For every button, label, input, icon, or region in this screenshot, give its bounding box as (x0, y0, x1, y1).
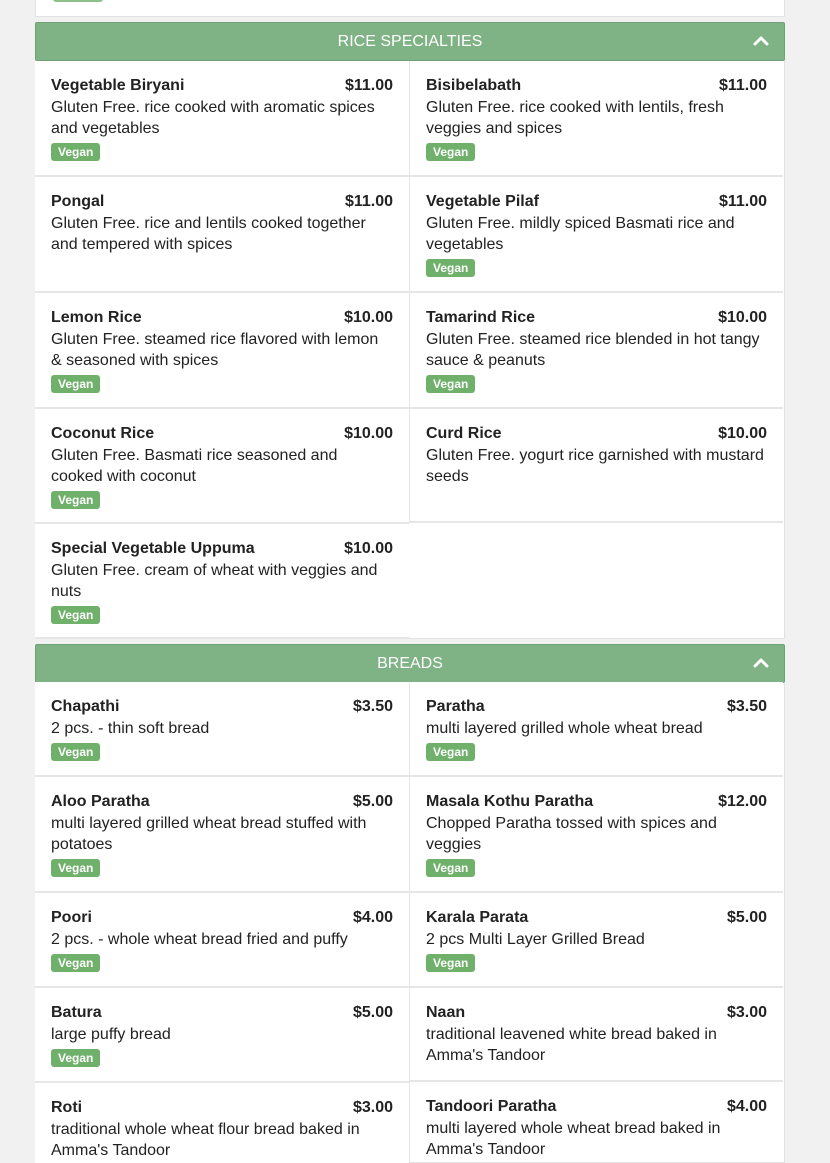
item-price: $12.00 (718, 793, 767, 810)
menu-item[interactable] (35, 61, 409, 177)
item-name: Special Vegetable Uppuma (51, 540, 255, 557)
menu-item[interactable] (35, 293, 409, 409)
item-description: Gluten Free. rice cooked with aromatic spices and vegetables (51, 99, 375, 137)
item-description: Gluten Free. yogurt rice garnished with mustard seeds (426, 447, 764, 485)
section-title: RICE SPECIALTIES (337, 33, 483, 50)
vegan-badge: Vegan (51, 1049, 100, 1067)
item-price: $3.00 (352, 1099, 393, 1116)
item-name: Chapathi (51, 698, 120, 715)
item-price: $4.00 (352, 909, 393, 926)
vegan-badge: Vegan (51, 743, 100, 761)
menu-item[interactable] (409, 61, 783, 177)
menu-item[interactable] (409, 682, 783, 777)
item-name: Tamarind Rice (426, 309, 536, 326)
item-description: Gluten Free. Basmati rice seasoned and cooked with coconut (51, 447, 338, 485)
vegan-badge: Vegan (51, 143, 100, 161)
item-name: Curd Rice (426, 425, 502, 442)
menu-item[interactable] (409, 777, 783, 893)
item-description: traditional leavened white bread baked in Amma's Tandoor (426, 1026, 717, 1064)
item-price: $5.00 (352, 793, 393, 810)
section-breads (35, 644, 785, 1163)
item-description: 2 pcs. - whole wheat bread fried and puffy (51, 931, 348, 948)
item-name: Lemon Rice (51, 309, 142, 326)
vegan-badge: Vegan (426, 743, 475, 761)
item-name: Naan (426, 1004, 466, 1021)
item-price: $4.00 (726, 1098, 767, 1115)
menu-item[interactable] (35, 409, 409, 524)
menu-item[interactable] (35, 988, 409, 1083)
item-price: $3.00 (726, 1004, 767, 1021)
menu-item[interactable] (35, 524, 409, 639)
item-description: Gluten Free. mildly spiced Basmati rice and vegetables (426, 215, 735, 253)
section-title: BREADS (377, 655, 443, 672)
vegan-badge: Vegan (426, 859, 475, 877)
item-description: Gluten Free. rice cooked with lentils, fresh veggies and spices (426, 99, 724, 137)
chevron-up-icon[interactable] (753, 656, 769, 670)
section-rice-specialties (35, 22, 785, 639)
item-description: traditional whole wheat flour bread baked in Amma's Tandoor (51, 1121, 360, 1159)
menu-item[interactable] (409, 177, 783, 293)
item-price: $10.00 (718, 425, 767, 442)
item-description: multi layered grilled wheat bread stuffed with potatoes (51, 815, 367, 853)
menu-item[interactable] (409, 988, 783, 1082)
item-name: Pongal (51, 193, 105, 210)
item-price: $5.00 (352, 1004, 393, 1021)
item-name: Vegetable Biryani (51, 77, 185, 94)
item-name: Batura (51, 1004, 102, 1021)
menu-item[interactable] (35, 777, 409, 893)
item-name: Karala Parata (426, 909, 529, 926)
vegan-badge-partial (53, 0, 103, 2)
item-price: $10.00 (344, 425, 393, 442)
item-name: Aloo Paratha (51, 793, 150, 810)
item-description: multi layered whole wheat bread baked in Amma's Tandoor (426, 1120, 721, 1158)
item-description: large puffy bread (51, 1026, 171, 1043)
item-name: Masala Kothu Paratha (426, 793, 594, 810)
section-header-breads[interactable] (35, 644, 785, 683)
vegan-badge: Vegan (51, 491, 100, 509)
previous-section-tail (35, 0, 785, 17)
item-name: Coconut Rice (51, 425, 155, 442)
item-price: $3.50 (352, 698, 393, 715)
menu-item[interactable] (409, 1082, 783, 1162)
menu-item[interactable] (35, 682, 409, 777)
item-price: $10.00 (344, 309, 393, 326)
item-name: Tandoori Paratha (426, 1098, 557, 1115)
vegan-badge: Vegan (51, 606, 100, 624)
item-description: multi layered grilled whole wheat bread (426, 720, 703, 737)
item-description: 2 pcs Multi Layer Grilled Bread (426, 931, 645, 948)
menu-item[interactable] (409, 409, 783, 523)
item-name: Paratha (426, 698, 485, 715)
item-description: Gluten Free. cream of wheat with veggies and nuts (51, 562, 378, 600)
menu-item[interactable] (409, 293, 783, 409)
menu-item[interactable] (409, 893, 783, 988)
vegan-badge: Vegan (426, 259, 475, 277)
item-name: Vegetable Pilaf (426, 193, 539, 210)
item-price: $10.00 (718, 309, 767, 326)
item-description: Chopped Paratha tossed with spices and veggies (426, 815, 717, 853)
vegan-badge: Vegan (426, 143, 475, 161)
menu-item[interactable] (35, 177, 409, 293)
item-description: 2 pcs. - thin soft bread (51, 720, 210, 737)
vegan-badge: Vegan (51, 859, 100, 877)
item-description: Gluten Free. steamed rice flavored with lemon & seasoned with spices (51, 331, 379, 369)
vegan-badge: Vegan (426, 375, 475, 393)
item-price: $5.00 (726, 909, 767, 926)
vegan-badge: Vegan (426, 954, 475, 972)
section-header-rice-specialties[interactable] (35, 22, 785, 61)
vegan-badge: Vegan (51, 375, 100, 393)
menu-item[interactable] (35, 1083, 409, 1163)
item-price: $3.50 (726, 698, 767, 715)
item-name: Poori (51, 909, 92, 926)
item-description: Gluten Free. rice and lentils cooked together and tempered with spices (51, 215, 366, 253)
item-price: $11.00 (718, 77, 767, 94)
item-name: Bisibelabath (426, 77, 522, 94)
chevron-up-icon[interactable] (753, 34, 769, 48)
vegan-badge: Vegan (51, 954, 100, 972)
item-name: Roti (51, 1099, 83, 1116)
item-price: $11.00 (344, 77, 393, 94)
item-price: $11.00 (344, 193, 393, 210)
item-price: $10.00 (344, 540, 393, 557)
item-price: $11.00 (718, 193, 767, 210)
menu-item[interactable] (35, 893, 409, 988)
item-description: Gluten Free. steamed rice blended in hot tangy sauce & peanuts (426, 331, 760, 369)
